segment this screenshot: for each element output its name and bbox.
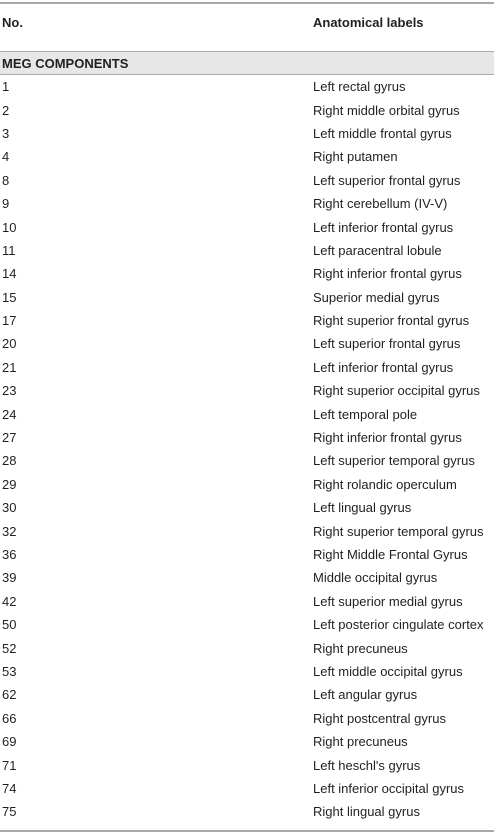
row-number: 20 — [2, 336, 17, 352]
table-row — [0, 590, 494, 613]
row-anatomical-label: Right Middle Frontal Gyrus — [313, 547, 468, 562]
table-row — [0, 636, 494, 659]
table-row — [0, 309, 494, 332]
row-anatomical-label: Left heschl's gyrus — [313, 757, 421, 773]
table-row — [0, 496, 494, 519]
row-anatomical-label: Right putamen — [313, 149, 398, 165]
section-meg-components: MEG COMPONENTS — [0, 51, 494, 75]
row-anatomical-label: Right lingual gyrus — [313, 804, 420, 820]
table-row — [0, 683, 494, 706]
row-number: 2 — [2, 102, 10, 118]
table-row — [0, 402, 494, 425]
row-number: 62 — [2, 687, 17, 703]
row-anatomical-label: Right middle orbital gyrus — [313, 102, 460, 118]
row-number: 11 — [2, 242, 16, 258]
row-number: 32 — [2, 523, 17, 539]
row-anatomical-label: Left temporal pole — [313, 406, 418, 422]
row-number: 75 — [2, 804, 17, 820]
table-row — [0, 192, 494, 215]
row-number: 39 — [2, 570, 17, 586]
row-number: 1 — [2, 79, 10, 95]
row-number: 30 — [2, 500, 17, 516]
row-anatomical-label: Right superior occipital gyrus — [313, 383, 480, 399]
row-anatomical-label: Left angular gyrus — [313, 687, 418, 703]
table-row — [0, 332, 494, 355]
row-anatomical-label: Middle occipital gyrus — [313, 570, 438, 586]
row-number: 29 — [2, 476, 17, 492]
row-number: 52 — [2, 640, 17, 656]
table-row — [0, 75, 494, 98]
row-number: 27 — [2, 430, 17, 446]
row-number: 4 — [2, 149, 10, 165]
table-row — [0, 98, 494, 121]
row-number: 74 — [2, 780, 17, 796]
row-anatomical-label: Right superior temporal gyrus — [313, 523, 484, 539]
row-anatomical-label: Left rectal gyrus — [313, 79, 406, 95]
header-anatomical-labels: Anatomical labels — [313, 15, 424, 30]
row-anatomical-label: Left superior frontal gyrus — [313, 336, 461, 352]
row-number: 21 — [2, 359, 17, 375]
table-row — [0, 286, 494, 309]
table-row — [0, 449, 494, 472]
row-anatomical-label: Left lingual gyrus — [313, 500, 412, 516]
table-row — [0, 239, 494, 262]
row-anatomical-label: Right superior frontal gyrus — [313, 313, 470, 329]
row-anatomical-label: Left posterior cingulate cortex — [313, 617, 484, 633]
row-anatomical-label: Right precuneus — [313, 734, 408, 750]
table-row — [0, 707, 494, 730]
row-anatomical-label: Left superior temporal gyrus — [313, 453, 475, 469]
table-body — [0, 75, 494, 824]
row-number: 14 — [2, 266, 17, 282]
row-anatomical-label: Right precuneus — [313, 640, 408, 656]
row-anatomical-label: Left inferior frontal gyrus — [313, 359, 454, 375]
table-row — [0, 777, 494, 800]
row-anatomical-label: Right postcentral gyrus — [313, 710, 446, 726]
table-row — [0, 543, 494, 566]
row-number: 3 — [2, 125, 10, 141]
row-anatomical-label: Left inferior occipital gyrus — [313, 780, 465, 796]
row-anatomical-label: Left superior medial gyrus — [313, 593, 463, 609]
row-number: 10 — [2, 219, 17, 235]
row-anatomical-label: Left middle frontal gyrus — [313, 125, 452, 141]
row-number: 53 — [2, 663, 17, 679]
row-anatomical-label: Superior medial gyrus — [313, 289, 440, 305]
row-anatomical-label: Right rolandic operculum — [313, 476, 457, 492]
table-row — [0, 660, 494, 683]
row-number: 50 — [2, 617, 17, 633]
row-anatomical-label: Right cerebellum (IV-V) — [313, 196, 448, 212]
table-row — [0, 473, 494, 496]
row-number: 9 — [2, 196, 10, 212]
table-row — [0, 145, 494, 168]
row-anatomical-label: Left superior frontal gyrus — [313, 172, 461, 188]
table-row — [0, 753, 494, 776]
row-number: 69 — [2, 734, 17, 750]
row-anatomical-label: Left inferior frontal gyrus — [313, 219, 454, 235]
row-number: 8 — [2, 172, 10, 188]
row-number: 17 — [2, 313, 17, 329]
row-number: 66 — [2, 710, 17, 726]
table-row — [0, 800, 494, 823]
table-row — [0, 426, 494, 449]
row-number: 15 — [2, 289, 17, 305]
table-row — [0, 566, 494, 589]
table-row — [0, 122, 494, 145]
table-row — [0, 730, 494, 753]
row-number: 42 — [2, 593, 17, 609]
table-row — [0, 262, 494, 285]
row-number: 71 — [2, 757, 17, 773]
row-anatomical-label: Left middle occipital gyrus — [313, 663, 463, 679]
table-row — [0, 356, 494, 379]
table-row — [0, 379, 494, 402]
row-number: 36 — [2, 547, 17, 562]
row-number: 24 — [2, 406, 17, 422]
table-row — [0, 613, 494, 636]
row-number: 23 — [2, 383, 17, 399]
table-row — [0, 519, 494, 542]
table-row — [0, 215, 494, 238]
row-anatomical-label: Right inferior frontal gyrus — [313, 266, 462, 282]
table-header-row — [0, 4, 494, 41]
row-anatomical-label: Left paracentral lobule — [313, 242, 442, 258]
table-row — [0, 169, 494, 192]
row-number: 28 — [2, 453, 17, 469]
row-anatomical-label: Right inferior frontal gyrus — [313, 430, 462, 446]
header-no: No. — [2, 15, 23, 30]
